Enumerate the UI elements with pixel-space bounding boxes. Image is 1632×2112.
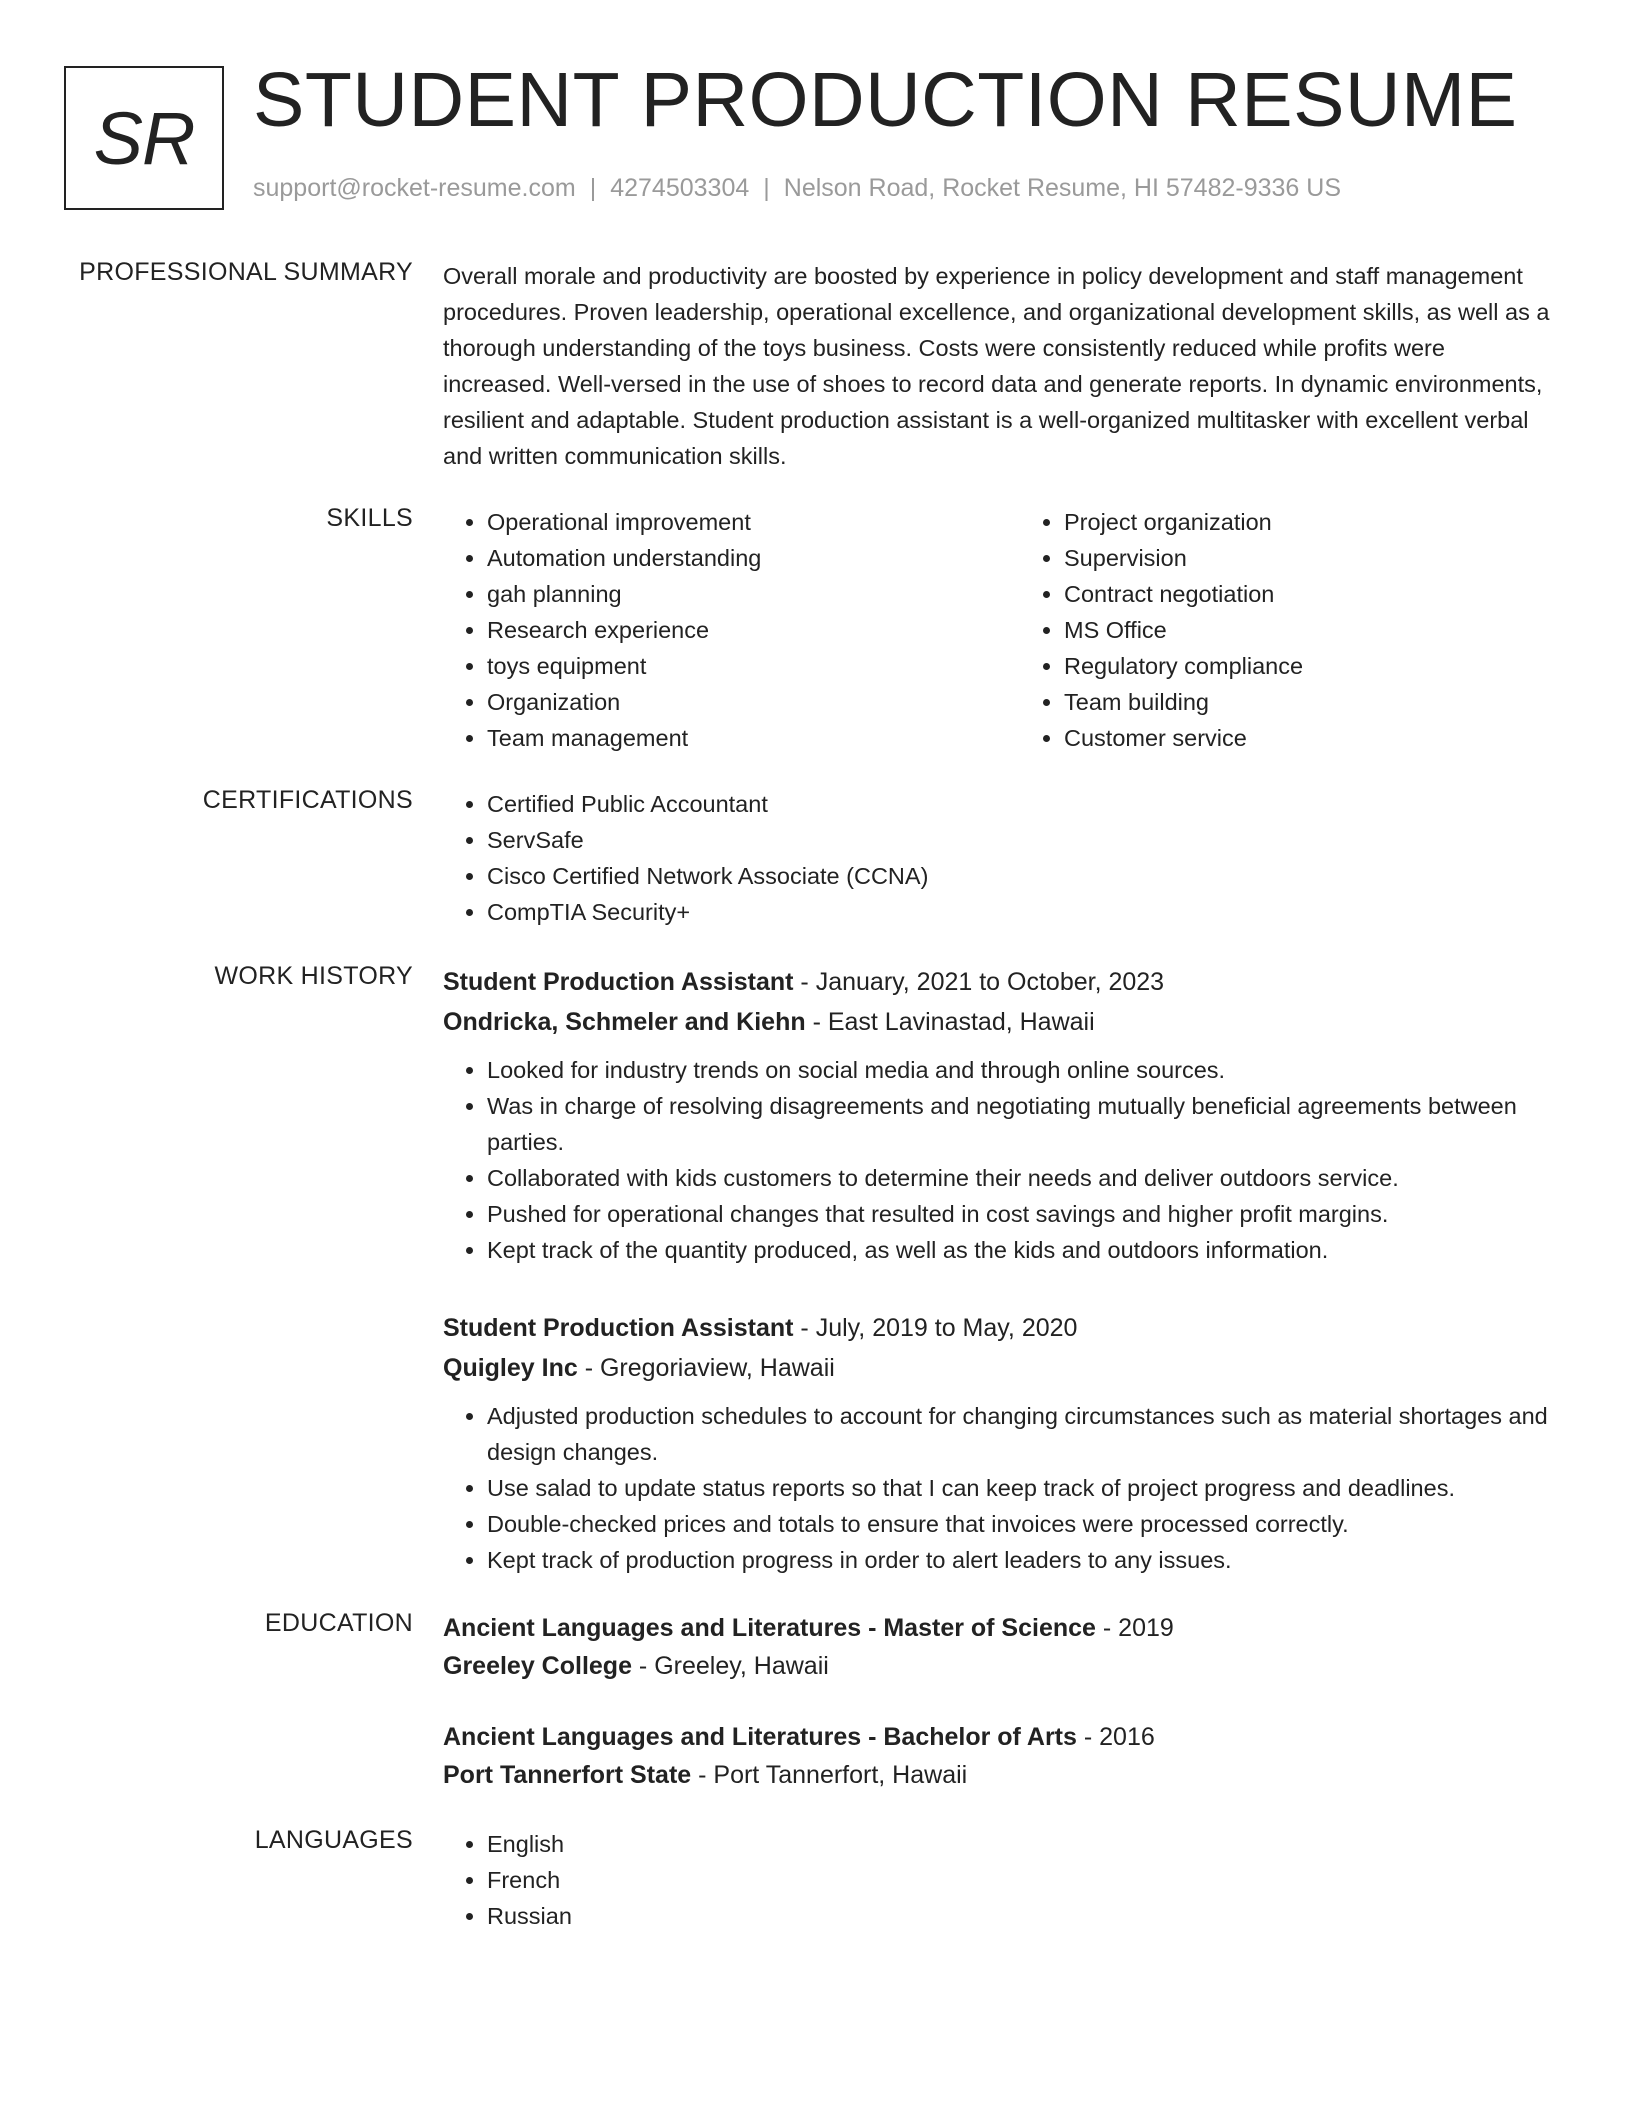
job-entry	[443, 1308, 1553, 1578]
skills-list-left	[443, 504, 976, 756]
summary-text: Overall morale and productivity are boosted by experience in policy development and staff management procedures. Proven leadership, operational excellence, and organizational development skills, as well as a thorough understanding of the toys business. Costs were consistently reduced while profits were increased. Well-versed in the use of shoes to record data and generate reports. In dynamic environments, resilient and adaptable. Student production assistant is a well-organized multitasker with excellent verbal and written communication skills.	[443, 263, 1550, 469]
education-school-line	[443, 1647, 1553, 1685]
language-item: • Russian	[487, 1898, 1553, 1934]
job-dates: - July, 2019 to May, 2020	[793, 1314, 1078, 1342]
job-title-line	[443, 1308, 1553, 1348]
skills-list-right	[976, 504, 1553, 756]
languages-content	[443, 1826, 1553, 1934]
skill-item: • Project organization	[1064, 504, 1553, 540]
education-school-line	[443, 1756, 1553, 1794]
job-company: Quigley Inc	[443, 1354, 578, 1382]
skill-item: • MS Office	[1064, 612, 1553, 648]
skill-item: • Regulatory compliance	[1064, 648, 1553, 684]
job-company-line	[443, 1002, 1553, 1042]
job-bullet: • Was in charge of resolving disagreements and negotiating mutually beneficial agreements between parties.	[487, 1088, 1553, 1160]
education-year: - 2016	[1076, 1723, 1155, 1751]
summary-content	[443, 258, 1553, 474]
job-location: - East Lavinastad, Hawaii	[805, 1008, 1095, 1036]
education-degree-line	[443, 1718, 1553, 1756]
job-bullet: • Kept track of the quantity produced, as well as the kids and outdoors information.	[487, 1232, 1553, 1268]
education-heading: EDUCATION	[264, 1609, 413, 1637]
job-title: Student Production Assistant	[443, 968, 794, 996]
contact-email[interactable]: support@rocket-resume.com	[253, 174, 576, 202]
skill-item: • Supervision	[1064, 540, 1553, 576]
job-title: Student Production Assistant	[443, 1314, 794, 1342]
job-bullet: • Adjusted production schedules to account for changing circumstances such as material shortages and design changes.	[487, 1398, 1553, 1470]
work-history-heading: WORK HISTORY	[214, 962, 413, 990]
job-bullets	[443, 1398, 1553, 1578]
certifications-heading: CERTIFICATIONS	[202, 786, 413, 814]
languages-list	[443, 1826, 1553, 1934]
contact-separator: |	[763, 174, 770, 202]
skill-item: • Organization	[487, 684, 976, 720]
skill-item: • Research experience	[487, 612, 976, 648]
job-bullet: • Pushed for operational changes that resulted in cost savings and higher profit margins.	[487, 1196, 1553, 1232]
skill-item: • toys equipment	[487, 648, 976, 684]
certification-item: • Cisco Certified Network Associate (CCNA)	[487, 858, 1553, 894]
languages-heading: LANGUAGES	[254, 1826, 413, 1854]
education-location: - Port Tannerfort, Hawaii	[691, 1761, 968, 1789]
contact-separator: |	[589, 174, 597, 202]
education-school: Greeley College	[443, 1652, 632, 1680]
skill-item: • Team building	[1064, 684, 1553, 720]
monogram-box	[64, 66, 224, 210]
monogram-initials: SR	[93, 96, 195, 180]
job-company-line	[443, 1348, 1553, 1388]
job-dates: - January, 2021 to October, 2023	[793, 968, 1165, 996]
job-location: - Gregoriaview, Hawaii	[577, 1354, 835, 1382]
skills-content	[443, 504, 1553, 756]
contact-phone[interactable]: 4274503304	[610, 174, 750, 202]
skill-item: • Operational improvement	[487, 504, 976, 540]
job-title-line	[443, 962, 1553, 1002]
contact-address: Nelson Road, Rocket Resume, HI 57482-9336 US	[783, 174, 1342, 202]
education-entry	[443, 1718, 1553, 1794]
certification-item: • ServSafe	[487, 822, 1553, 858]
skill-item: • Automation understanding	[487, 540, 976, 576]
skill-item: • Customer service	[1064, 720, 1553, 756]
job-bullets	[443, 1052, 1553, 1268]
education-entry	[443, 1609, 1553, 1685]
education-degree: Ancient Languages and Literatures - Bachelor of Arts	[443, 1723, 1077, 1751]
education-school: Port Tannerfort State	[443, 1761, 692, 1789]
language-item: • French	[487, 1862, 1553, 1898]
skill-item: • Team management	[487, 720, 976, 756]
job-company: Ondricka, Schmeler and Kiehn	[443, 1008, 806, 1036]
job-bullet: • Looked for industry trends on social media and through online sources.	[487, 1052, 1553, 1088]
contact-line	[253, 174, 1341, 203]
certification-item: • Certified Public Accountant	[487, 786, 1553, 822]
job-bullet: • Double-checked prices and totals to ensure that invoices were processed correctly.	[487, 1506, 1553, 1542]
summary-heading: PROFESSIONAL SUMMARY	[79, 258, 413, 286]
education-content	[443, 1609, 1553, 1794]
skill-item: • gah planning	[487, 576, 976, 612]
education-degree-line	[443, 1609, 1553, 1647]
certification-item: • CompTIA Security+	[487, 894, 1553, 930]
language-item: • English	[487, 1826, 1553, 1862]
certifications-content	[443, 786, 1553, 930]
skill-item: • Contract negotiation	[1064, 576, 1553, 612]
job-entry	[443, 962, 1553, 1268]
job-bullet: • Collaborated with kids customers to determine their needs and deliver outdoors service.	[487, 1160, 1553, 1196]
work-history-content	[443, 962, 1553, 1578]
resume-title: STUDENT PRODUCTION RESUME	[253, 57, 1518, 143]
job-bullet: • Kept track of production progress in order to alert leaders to any issues.	[487, 1542, 1553, 1578]
education-year: - 2019	[1095, 1614, 1174, 1642]
skills-heading: SKILLS	[326, 504, 413, 532]
education-degree: Ancient Languages and Literatures - Master of Science	[443, 1614, 1096, 1642]
certifications-list	[443, 786, 1553, 930]
education-location: - Greeley, Hawaii	[631, 1652, 829, 1680]
job-bullet: • Use salad to update status reports so that I can keep track of project progress and deadlines.	[487, 1470, 1553, 1506]
